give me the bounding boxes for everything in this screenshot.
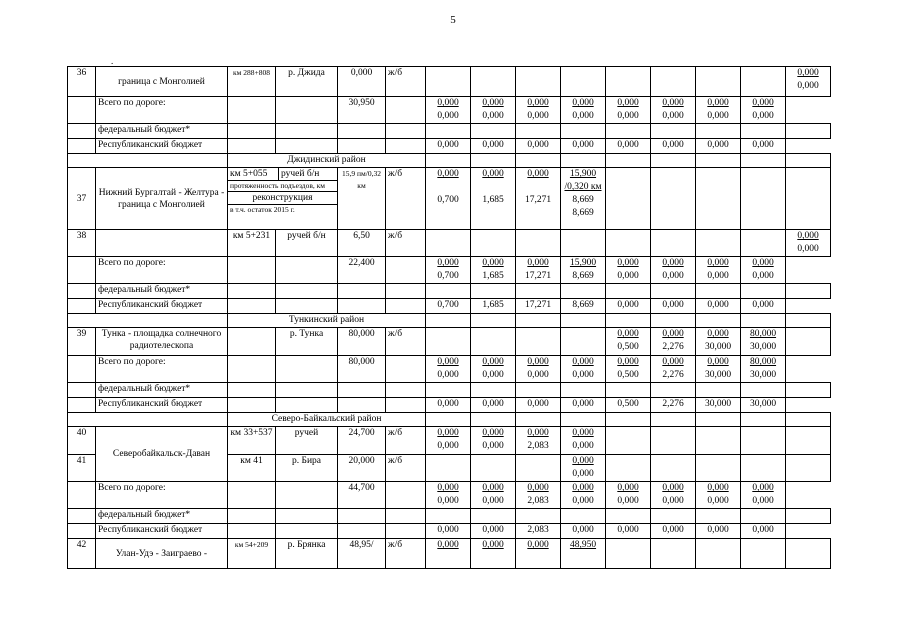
table-row: 40 Северобайкальск-Даван км 33+537 ручей 24,700 ж/б 0,000 0,000 0,000 0,000 0,000 2,083 0,000 0,000 — [68, 427, 831, 455]
district-header: Тункинский район — [228, 314, 426, 328]
district-header: Северо-Байкальский район — [228, 413, 426, 427]
page-number: 5 — [450, 14, 456, 26]
table-row: 39 Тунка - площадка солнечного радиотелескопа р. Тунка 80,000 ж/б 0,000 0,500 0,000 2,276 0,000 30,000 80,000 30,000 — [68, 328, 831, 356]
table-row: федеральный бюджет* — [68, 284, 831, 299]
table-row: Республиканский бюджет 0,000 0,000 2,083 0,000 0,000 0,000 0,000 0,000 — [68, 524, 831, 539]
table-row: 37 Нижний Бургалтай - Желтура - граница с Монголией км 5+055 ручей б/н протяженность подъездов, км реконструкция в т.ч. остаток 2015 г. 15,9 пм/0,32 км ж/б 0,000 0,700 0,000 1,685 0,000 17,271 15,900 /0,320 км 8,669 8,669 — [68, 168, 831, 230]
table-row: Всего по дороге: 80,000 0,000 0,000 0,000 0,000 0,000 0,000 0,000 0,000 0,000 0,500 0,000 2,276 0,000 30,000 80,000 30,000 — [68, 356, 831, 383]
table-row: Республиканский бюджет 0,000 0,000 0,000 0,000 0,500 2,276 30,000 30,000 — [68, 398, 831, 413]
budget-table — [67, 66, 831, 569]
table-row: Всего по дороге: 30,950 0,000 0,000 0,000 0,000 0,000 0,000 0,000 0,000 0,000 0,000 0,000 0,000 0,000 0,000 0,000 0,000 — [68, 97, 831, 124]
table-row: федеральный бюджет* — [68, 509, 831, 524]
budget-table-container — [67, 66, 819, 569]
district-header: Джидинский район — [228, 154, 426, 168]
table-row: Республиканский бюджет 0,000 0,000 0,000 0,000 0,000 0,000 0,000 0,000 — [68, 139, 831, 154]
table-row: 41 км 41 р. Бира 20,000 ж/б 0,000 0,000 — [68, 455, 831, 482]
table-row: 38 км 5+231 ручей б/н 6,50 ж/б 0,000 0,000 — [68, 230, 831, 257]
table-row — [68, 314, 831, 328]
table-row: 42 Улан-Удэ - Заиграево - км 54+209 р. Брянка 48,95/ ж/б 0,000 0,000 0,000 48,950 — [68, 539, 831, 569]
table-row — [68, 154, 831, 168]
table-row: Всего по дороге: 44,700 0,000 0,000 0,000 0,000 0,000 2,083 0,000 0,000 0,000 0,000 0,000 0,000 0,000 0,000 0,000 0,000 — [68, 482, 831, 509]
table-row: федеральный бюджет* — [68, 383, 831, 398]
table-row: Всего по дороге: 22,400 0,000 0,700 0,000 1,685 0,000 17,271 15,900 8,669 0,000 0,000 0,000 0,000 0,000 0,000 0,000 0,000 — [68, 257, 831, 284]
table-row: 36 граница с Монголией км 288+808 р. Джида 0,000 ж/б 0,000 0,000 — [68, 67, 831, 97]
table-row: федеральный бюджет* — [68, 124, 831, 139]
table-row: Республиканский бюджет 0,700 1,685 17,271 8,669 0,000 0,000 0,000 0,000 — [68, 299, 831, 314]
table-row — [68, 413, 831, 427]
